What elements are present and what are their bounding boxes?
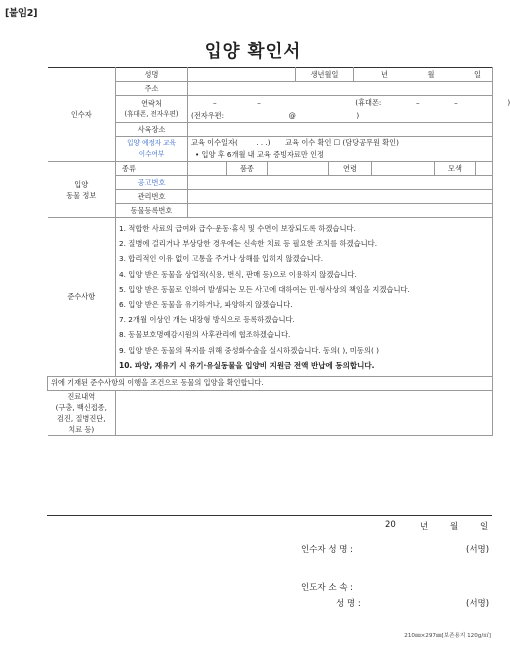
education-confirm: 교육 이수 확인 ☐ (담당공무원 확인)	[285, 138, 399, 147]
workplace-value[interactable]	[188, 123, 493, 137]
phone-dash-2: –	[257, 97, 261, 107]
animal-type-cell	[116, 162, 493, 176]
education-line-1	[191, 137, 489, 149]
records-label-2: (구충, 백신접종,	[55, 402, 107, 412]
date-year-prefix: 20	[385, 520, 396, 530]
coat-value[interactable]	[476, 162, 492, 175]
compliance-list	[116, 218, 493, 377]
species-label: 종류	[116, 162, 188, 175]
animal-section-label-2: 동물 정보	[66, 190, 97, 200]
compliance-item: 1. 적합한 사료의 급여와 급수·운동·휴식 및 수면이 보장되도록 하겠습니다.	[119, 224, 356, 233]
compliance-item: 7. 2개월 이상인 개는 내장형 방식으로 등록하겠습니다.	[119, 315, 295, 325]
email-label: (전자우편:	[191, 110, 224, 120]
date-month: 월	[450, 522, 459, 532]
form-table	[47, 67, 510, 436]
notice-label: 공고번호	[116, 176, 188, 190]
compliance-section-label: 준수사항	[48, 218, 116, 377]
bottom-rule	[47, 515, 492, 516]
giver-name-label: 성 명 :	[336, 599, 361, 609]
giver-sign-mark[interactable]: (서명)	[466, 599, 490, 609]
attachment-label: [붙임2]	[5, 8, 38, 19]
mobile-close: )	[507, 97, 510, 107]
education-value[interactable]	[188, 137, 493, 162]
mobile-dash-2: –	[454, 97, 458, 107]
compliance-row	[48, 218, 493, 377]
compliance-item: 9. 입양 받은 동물의 복지를 위해 중성화수술을 실시하겠습니다. 동의( ), 미동의( )	[119, 345, 379, 355]
animal-section-label-1: 입양	[74, 179, 89, 189]
consent-text: 위에 기재된 준수사항의 이행을 조건으로 동물의 입양을 확인합니다.	[48, 376, 493, 390]
compliance-item: 5. 입양 받은 동물로 인하여 발생되는 모든 사고에 대하여는 민·형사상의 책임을 지겠습니다.	[119, 284, 410, 294]
animal-section-label	[48, 162, 116, 218]
reg-label: 동물등록번호	[116, 204, 188, 218]
notice-value[interactable]	[188, 176, 493, 190]
breed-label: 품종	[227, 162, 268, 175]
adoption-form	[47, 67, 510, 436]
records-value[interactable]	[116, 390, 493, 435]
email-at: @	[288, 110, 296, 120]
education-date-dots: . . .)	[256, 138, 271, 147]
coat-label: 모색	[435, 162, 476, 175]
age-value[interactable]	[372, 162, 435, 175]
manage-value[interactable]	[188, 190, 493, 204]
giver-org-label: 인도자 소 속 :	[301, 583, 354, 593]
records-label-4: 치료 등)	[68, 424, 95, 434]
address-value[interactable]	[188, 82, 493, 96]
adopter-name-row	[48, 68, 493, 82]
consent-row	[48, 376, 493, 390]
date-day: 일	[480, 522, 489, 532]
birth-label: 생년월일	[296, 68, 354, 82]
animal-type-row	[48, 162, 493, 176]
birth-day: 일	[474, 69, 481, 79]
species-value[interactable]	[188, 162, 227, 175]
education-label-cell	[116, 137, 188, 162]
compliance-item: 8. 동물보호명예감시원의 사후관리에 협조하겠습니다.	[119, 330, 291, 340]
workplace-label: 사육장소	[116, 123, 188, 137]
records-label-3: 검진, 질병진단,	[56, 413, 106, 423]
date-year: 년	[420, 522, 429, 532]
education-date-label: 교육 이수일자(	[191, 138, 238, 147]
adopter-sign-mark[interactable]: (서명)	[466, 545, 490, 555]
adopter-section-label: 인수자	[48, 68, 116, 162]
breed-value[interactable]	[268, 162, 329, 175]
email-value[interactable]	[188, 109, 493, 123]
age-label: 연령	[329, 162, 372, 175]
education-line-2: • 입양 후 6개월 내 교육 증빙자료만 인정	[195, 150, 324, 159]
compliance-item: 4. 입양 받은 동물을 상업적(식용, 번식, 판매 등)으로 이용하지 않겠습니다.	[119, 269, 357, 279]
mobile-dash-1: –	[415, 97, 420, 107]
compliance-item: 2. 질병에 걸리거나 부상당한 경우에는 신속한 치료 등 필요한 조치를 하겠습니다.	[119, 239, 378, 249]
birth-month: 월	[427, 69, 435, 79]
contact-label-cell	[116, 96, 188, 123]
adopter-sign-label: 인수자 성 명 :	[301, 545, 354, 555]
education-label-2: 이수여부	[138, 150, 165, 158]
mobile-label: (휴대폰:	[355, 97, 382, 107]
education-label-1: 입양 예정자 교육	[127, 139, 176, 147]
compliance-item: 6. 입양 받은 동물을 유기하거나, 파양하지 않겠습니다.	[119, 299, 293, 309]
records-row	[48, 390, 493, 435]
phone-dash-1: –	[213, 97, 217, 107]
compliance-item: 3. 합리적인 이유 없이 고통을 주거나 상해를 입히지 않겠습니다.	[119, 254, 324, 264]
compliance-item-bold: 10. 파양, 재유기 시 유기·유실동물을 입양비 지원금 전액 반납에 동의합니다.	[119, 360, 375, 370]
page-title: 입양 확인서	[204, 42, 302, 62]
name-value[interactable]	[188, 68, 296, 82]
phone-value[interactable]	[188, 96, 510, 110]
contact-sublabel: (휴대폰, 전자우편)	[124, 110, 179, 118]
address-label: 주소	[116, 82, 188, 96]
manage-label: 관리번호	[116, 190, 188, 204]
reg-value[interactable]	[188, 204, 493, 218]
email-close: )	[356, 110, 360, 120]
records-label-1: 진료내역	[67, 391, 96, 401]
contact-label: 연락처	[141, 99, 162, 108]
name-label: 성명	[116, 68, 188, 82]
records-label-cell	[48, 390, 116, 435]
birth-year: 년	[381, 69, 388, 79]
paper-spec-footer: 210㎜×297㎜[보존용지 120g/㎡]	[404, 633, 491, 639]
birth-value[interactable]	[354, 68, 493, 82]
